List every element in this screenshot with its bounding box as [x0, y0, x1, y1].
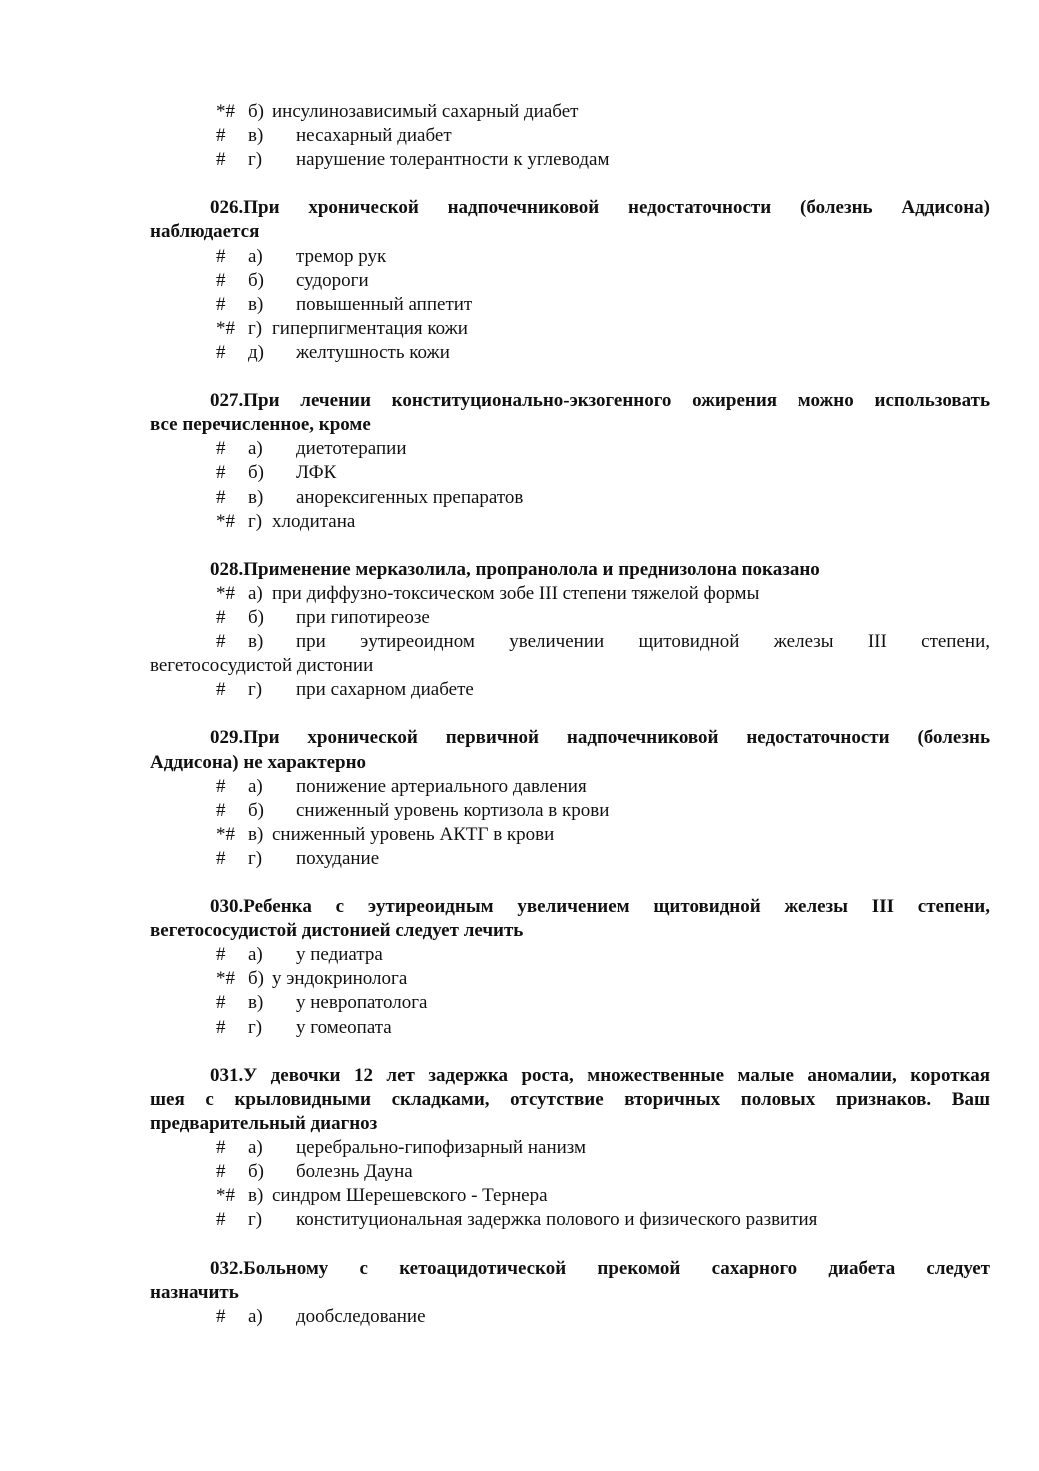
answer-letter: г): [248, 1209, 263, 1231]
answer-text: судороги: [296, 269, 369, 291]
answer-marker: #: [216, 1209, 226, 1231]
answer-item: [150, 1305, 990, 1329]
answer-text: у невропатолога: [296, 992, 428, 1014]
answer-letter: в): [248, 631, 264, 653]
answer-marker: #: [216, 462, 226, 484]
answer-letter: г): [248, 510, 263, 532]
answer-text: диетотерапии: [296, 438, 407, 460]
answer-marker: *#: [216, 317, 235, 339]
answer-marker: #: [216, 992, 226, 1014]
answer-text: повышенный аппетит: [296, 293, 473, 315]
answer-item: [150, 847, 990, 871]
answer-item: [150, 317, 990, 341]
answer-letter: а): [248, 1305, 263, 1327]
answer-letter: б): [248, 606, 264, 628]
answer-letter: б): [248, 1161, 264, 1183]
question-030-line1: [150, 895, 990, 919]
answer-item: [150, 630, 990, 678]
answer-marker: *#: [216, 510, 235, 532]
answer-marker: #: [216, 149, 226, 171]
answer-marker: *#: [216, 101, 235, 122]
answer-letter: б): [248, 269, 264, 291]
question-028-line1: [150, 558, 990, 582]
answer-text: при эутиреоидном увеличении щитовидной железы III степени,: [296, 631, 990, 653]
answer-item: [150, 1136, 990, 1160]
answer-item: [150, 293, 990, 317]
answer-item: [150, 678, 990, 702]
answer-item: [150, 1184, 990, 1208]
answer-marker: #: [216, 1305, 226, 1327]
answer-marker: #: [216, 438, 226, 460]
answer-letter: а): [248, 1137, 263, 1159]
question-029-line1: [150, 726, 990, 750]
answer-marker: #: [216, 606, 226, 628]
answer-letter: в): [248, 992, 264, 1014]
answer-marker: #: [216, 631, 226, 653]
answer-text: у эндокринолога: [272, 968, 408, 990]
answer-item: [150, 606, 990, 630]
answer-marker: #: [216, 245, 226, 267]
answer-item: [150, 437, 990, 461]
answer-letter: а): [248, 245, 263, 267]
answer-item: [150, 269, 990, 293]
answer-marker: #: [216, 799, 226, 821]
question-032-line2: назначить: [150, 1281, 239, 1303]
answer-marker: #: [216, 775, 226, 797]
answer-text: желтушность кожи: [296, 341, 450, 363]
answer-text: нарушение толерантности к углеводам: [296, 149, 610, 171]
answer-item: [150, 341, 990, 365]
question-text: При хронической надпочечниковой недостаточности (болезнь Аддисона): [243, 197, 990, 219]
answer-marker: #: [216, 1161, 226, 1183]
answer-marker: #: [216, 341, 226, 363]
answer-text: несахарный диабет: [296, 125, 452, 147]
answer-item: [150, 775, 990, 799]
answer-text: конституциональная задержка полового и физического развития: [296, 1209, 818, 1231]
answer-letter: б): [248, 968, 264, 990]
answer-text: анорексигенных препаратов: [296, 486, 524, 508]
question-number: 026.: [210, 197, 244, 219]
answer-item: [150, 991, 990, 1015]
answer-letter: в): [248, 823, 264, 845]
question-text: Больному с кетоацидотической прекомой сахарного диабета следует: [243, 1257, 990, 1279]
answer-letter: а): [248, 944, 263, 966]
question-032-line1: [150, 1257, 990, 1281]
question-text: Ребенка с эутиреоидным увеличением щитовидной железы III степени,: [243, 896, 990, 918]
question-031-line3: предварительный диагноз: [150, 1112, 378, 1134]
answer-letter: а): [248, 438, 263, 460]
answer-marker: #: [216, 679, 226, 701]
answer-letter: б): [248, 101, 264, 122]
answer-item: [150, 967, 990, 991]
answer-text: инсулинозависимый сахарный диабет: [272, 101, 579, 122]
answer-item: [150, 943, 990, 967]
answer-marker: #: [216, 125, 226, 147]
question-number: 029.: [210, 727, 244, 749]
answer-item: [150, 100, 990, 124]
answer-letter: а): [248, 582, 263, 604]
question-027-line1: [150, 389, 990, 413]
answer-text: хлодитана: [272, 510, 356, 532]
answer-letter: б): [248, 799, 264, 821]
answer-letter: г): [248, 847, 263, 869]
answer-item: [150, 148, 990, 172]
answer-text: синдром Шерешевского - Тернера: [272, 1185, 548, 1207]
answer-text: при диффузно-токсическом зобе III степени тяжелой формы: [272, 582, 760, 604]
answer-item: [150, 1160, 990, 1184]
answer-text: сниженный уровень кортизола в крови: [296, 799, 610, 821]
answer-marker: *#: [216, 968, 235, 990]
question-030-line2: вегетососудистой дистонией следует лечить: [150, 920, 524, 942]
answer-text: при сахарном диабете: [296, 679, 474, 701]
answer-item: [150, 582, 990, 606]
question-number: 031.: [210, 1064, 244, 1086]
question-029-line2: Аддисона) не характерно: [150, 751, 367, 773]
answer-marker: #: [216, 1137, 226, 1159]
answer-letter: в): [248, 486, 264, 508]
answer-text: гиперпигментация кожи: [272, 317, 468, 339]
answer-text-continuation: вегетососудистой дистонии: [150, 655, 374, 677]
answer-item: [150, 510, 990, 534]
answer-text: тремор рук: [296, 245, 387, 267]
question-031-line1: [150, 1064, 990, 1088]
question-text: При лечении конституционально-экзогенного ожирения можно использовать: [243, 390, 990, 412]
answer-text: у педиатра: [296, 944, 383, 966]
answer-item: [150, 124, 990, 148]
answer-letter: в): [248, 125, 264, 147]
question-number: 028.: [210, 558, 244, 580]
answer-item: [150, 486, 990, 510]
answer-text: у гомеопата: [296, 1016, 392, 1038]
question-text: Применение мерказолила, пропранолола и преднизолона показано: [243, 558, 820, 580]
answer-letter: б): [248, 462, 264, 484]
answer-marker: *#: [216, 823, 235, 845]
answer-text: похудание: [296, 847, 380, 869]
answer-letter: г): [248, 1016, 263, 1038]
question-text: У девочки 12 лет задержка роста, множественные малые аномалии, короткая: [243, 1064, 990, 1086]
question-026-line2: наблюдается: [150, 221, 260, 243]
question-027-line2: все перечисленное, кроме: [150, 414, 371, 436]
answer-letter: а): [248, 775, 263, 797]
answer-text: ЛФК: [296, 462, 337, 484]
answer-marker: *#: [216, 1185, 235, 1207]
question-026-line1: [150, 196, 990, 220]
answer-text: при гипотиреозе: [296, 606, 430, 628]
answer-text: сниженный уровень АКТГ в крови: [272, 823, 555, 845]
answer-item: [150, 1208, 990, 1232]
answer-item: [150, 1016, 990, 1040]
answer-text: церебрально-гипофизарный нанизм: [296, 1137, 587, 1159]
answer-item: [150, 461, 990, 485]
answer-item: [150, 823, 990, 847]
answer-marker: #: [216, 847, 226, 869]
answer-text: дообследование: [296, 1305, 426, 1327]
answer-text: понижение артериального давления: [296, 775, 587, 797]
answer-marker: #: [216, 269, 226, 291]
answer-letter: г): [248, 149, 263, 171]
answer-item: [150, 245, 990, 269]
answer-letter: в): [248, 1185, 264, 1207]
answer-item: [150, 799, 990, 823]
question-031-line2: шея с крыловидными складками, отсутствие вторичных половых признаков. Ваш: [150, 1088, 990, 1110]
question-number: 030.: [210, 896, 244, 918]
answer-letter: в): [248, 293, 264, 315]
question-number: 027.: [210, 390, 244, 412]
answer-marker: #: [216, 293, 226, 315]
answer-letter: г): [248, 679, 263, 701]
answer-letter: д): [248, 341, 264, 363]
question-text: При хронической первичной надпочечниковой недостаточности (болезнь: [243, 727, 990, 749]
answer-marker: #: [216, 486, 226, 508]
answer-marker: *#: [216, 582, 235, 604]
answer-text: болезнь Дауна: [296, 1161, 413, 1183]
answer-marker: #: [216, 944, 226, 966]
question-number: 032.: [210, 1257, 244, 1279]
test-page: [150, 100, 990, 1329]
answer-marker: #: [216, 1016, 226, 1038]
answer-letter: г): [248, 317, 263, 339]
